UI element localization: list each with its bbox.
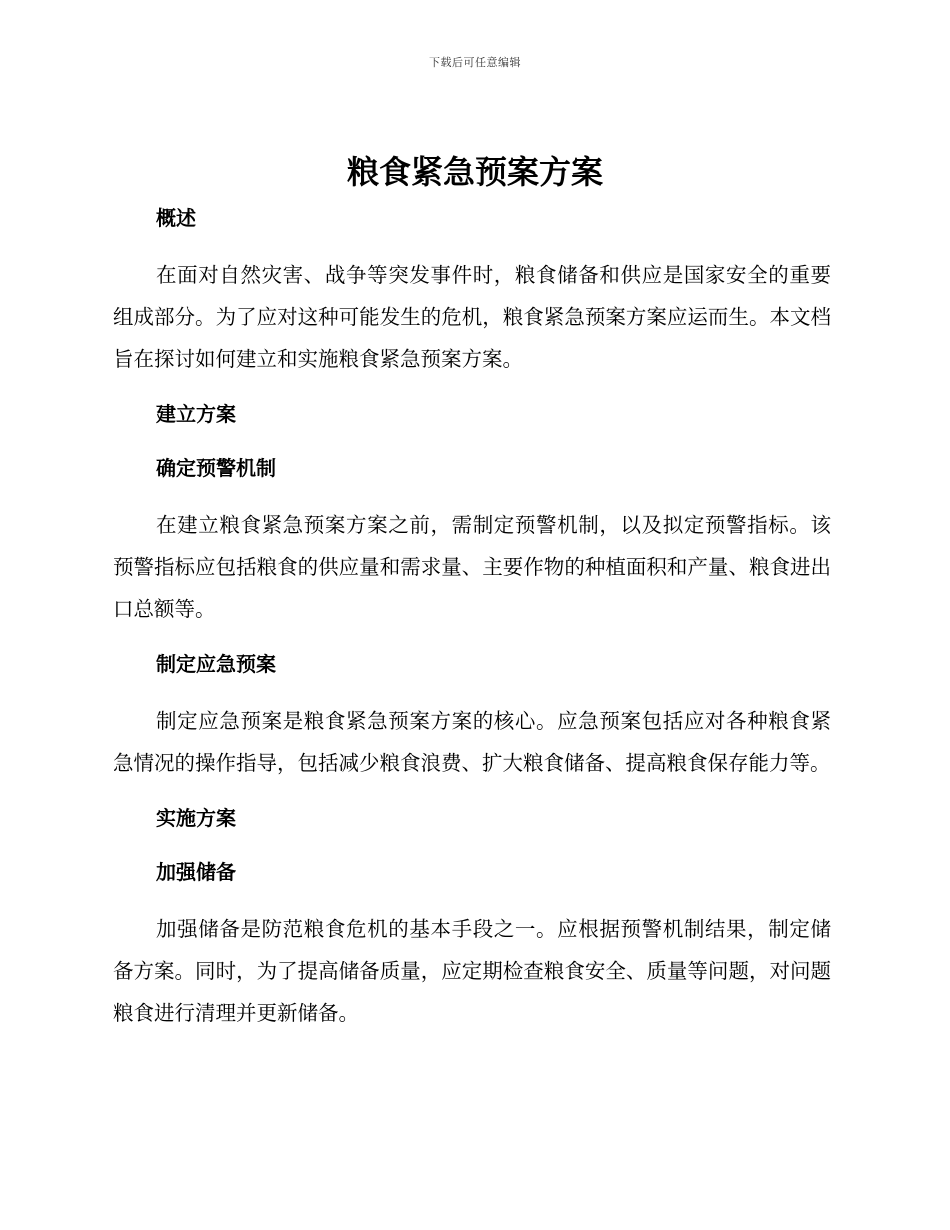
section-heading-establish-plan: 建立方案 xyxy=(156,402,236,426)
section-paragraph-strengthen-reserves: 加强储备是防范粮食危机的基本手段之一。应根据预警机制结果，制定储备方案。同时，为了提高储备质量，应定期检查粮食安全、质量等问题，对问题粮食进行清理并更新储备。 xyxy=(113,917,831,1025)
document-body xyxy=(113,200,831,1034)
section-heading-overview: 概述 xyxy=(156,206,196,230)
document-title: 粮食紧急预案方案 xyxy=(346,153,603,191)
section-paragraph-warning-mechanism: 在建立粮食紧急预案方案之前，需制定预警机制，以及拟定预警指标。该预警指标应包括粮食的供应量和需求量、主要作物的种植面积和产量、粮食进出口总额等。 xyxy=(113,513,831,621)
section-heading-emergency-plan: 制定应急预案 xyxy=(156,652,276,676)
section-paragraph-emergency-plan: 制定应急预案是粮食紧急预案方案的核心。应急预案包括应对各种粮食紧急情况的操作指导，包括减少粮食浪费、扩大粮食储备、提高粮食保存能力等。 xyxy=(113,709,831,775)
section-heading-warning-mechanism: 确定预警机制 xyxy=(156,456,276,480)
section-heading-strengthen-reserves: 加强储备 xyxy=(156,860,236,884)
section-paragraph-overview: 在面对自然灾害、战争等突发事件时，粮食储备和供应是国家安全的重要组成部分。为了应对这种可能发生的危机，粮食紧急预案方案应运而生。本文档旨在探讨如何建立和实施粮食紧急预案方案。 xyxy=(113,263,831,371)
section-heading-implement-plan: 实施方案 xyxy=(156,806,236,830)
page-header-note: 下载后可任意编辑 xyxy=(429,56,521,69)
